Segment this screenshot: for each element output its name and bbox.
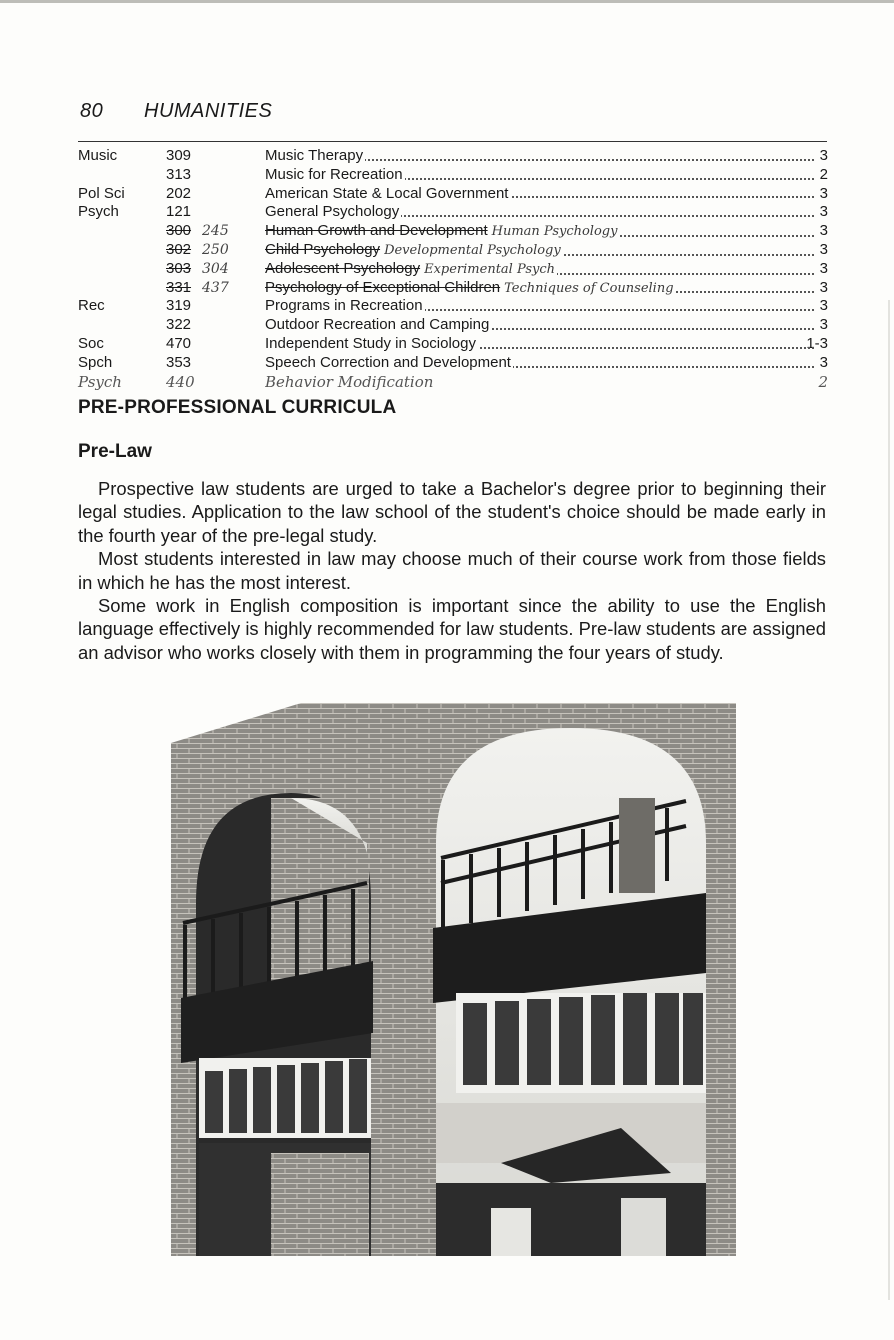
course-hours: 3 xyxy=(819,147,828,164)
course-dept: Spch xyxy=(78,353,113,371)
course-title xyxy=(265,241,814,261)
course-hours: 3 xyxy=(819,353,828,371)
page-number: 80 xyxy=(80,100,104,122)
handwritten-course-row xyxy=(78,373,828,392)
course-title: Outdoor Recreation and Camping xyxy=(265,316,814,335)
course-title: Programs in Recreation xyxy=(265,297,814,316)
course-hours: 2 xyxy=(819,165,828,183)
course-list xyxy=(78,147,828,391)
course-number: 309 xyxy=(166,147,192,164)
course-dept: Music xyxy=(78,147,118,164)
course-hours: 3 xyxy=(819,240,828,258)
course-number-struck: 300 xyxy=(166,222,192,240)
course-row xyxy=(78,147,828,166)
course-number: 470 xyxy=(166,334,192,352)
course-dept: Rec xyxy=(78,297,105,315)
course-hours: 3 xyxy=(819,222,828,240)
paragraph: Some work in English composition is important since the ability to use the English language effectively is highly recommended for law students. Pre-law students are assigned an advisor who works closely with them in programming the four years of study. xyxy=(78,595,826,663)
course-row xyxy=(78,297,828,316)
paragraph: Prospective law students are urged to take a Bachelor's degree prior to beginning their legal studies. Application to the law school of the student's choice should be made early in the fourth year of the pre-legal study. xyxy=(78,478,826,546)
course-title: Speech Correction and Development xyxy=(265,354,814,373)
course-hours: 3 xyxy=(819,184,828,202)
course-title-struck: Human Growth and Development xyxy=(265,222,488,240)
running-header xyxy=(80,100,272,123)
running-header-title: HUMANITIES xyxy=(144,100,273,122)
course-row xyxy=(78,354,828,373)
course-dept: Pol Sci xyxy=(78,184,125,202)
course-hours: 3 xyxy=(819,316,828,334)
course-row xyxy=(78,335,828,354)
course-title-struck: Adolescent Psychology xyxy=(265,259,421,277)
course-dept: Soc xyxy=(78,334,104,352)
course-number-struck: 331 xyxy=(166,278,192,296)
page-right-edge xyxy=(888,300,890,1300)
course-title: Music Therapy xyxy=(265,147,814,166)
course-hours: 3 xyxy=(819,203,828,221)
course-number: 322 xyxy=(166,316,192,334)
body-text xyxy=(78,477,826,664)
course-row-amended xyxy=(78,222,828,241)
header-rule xyxy=(78,141,827,142)
course-title: Music for Recreation xyxy=(265,166,814,185)
course-number: 313 xyxy=(166,165,192,183)
subsection-title: Pre-Law xyxy=(78,441,152,462)
handwritten-course-title: Experimental Psych xyxy=(424,261,556,277)
course-row xyxy=(78,316,828,335)
course-number: 319 xyxy=(166,297,192,315)
handwritten-course-number: 304 xyxy=(202,260,229,277)
course-number: 202 xyxy=(166,184,192,202)
handwritten-course-number: 245 xyxy=(202,223,229,240)
course-title xyxy=(265,260,814,280)
handwritten-course-title: Human Psychology xyxy=(491,224,618,240)
course-title: American State & Local Government xyxy=(265,185,814,204)
course-row xyxy=(78,203,828,222)
handwritten-course-number: 437 xyxy=(202,279,229,296)
handwritten-course-title: Developmental Psychology xyxy=(384,242,561,258)
course-hours: 3 xyxy=(819,297,828,315)
handwritten-title: Behavior Modification xyxy=(265,372,434,391)
handwritten-course-number: 250 xyxy=(202,241,229,258)
course-hours: 1-3 xyxy=(806,334,828,352)
course-number: 353 xyxy=(166,353,192,371)
course-number: 121 xyxy=(166,203,192,221)
course-title-struck: Psychology of Exceptional Children xyxy=(265,278,501,296)
course-title: General Psychology xyxy=(265,203,814,222)
course-title xyxy=(265,222,814,242)
page-top-edge xyxy=(0,0,894,3)
handwritten-dept: Psych xyxy=(78,372,122,391)
course-hours: 3 xyxy=(819,259,828,277)
course-row-amended xyxy=(78,260,828,279)
section-title: PRE-PROFESSIONAL CURRICULA xyxy=(78,397,397,418)
course-row-amended xyxy=(78,279,828,298)
handwritten-course-title: Techniques of Counseling xyxy=(504,280,674,296)
paragraph: Most students interested in law may choose much of their course work from those fields in which he has the most interest. xyxy=(78,548,826,593)
handwritten-hours: 2 xyxy=(818,372,828,391)
course-row xyxy=(78,185,828,204)
course-title: Independent Study in Sociology xyxy=(265,335,814,354)
course-row xyxy=(78,166,828,185)
course-hours: 3 xyxy=(819,278,828,296)
building-photo xyxy=(171,703,736,1256)
course-number-struck: 303 xyxy=(166,259,192,277)
course-title-struck: Child Psychology xyxy=(265,240,381,258)
course-number-struck: 302 xyxy=(166,240,192,258)
handwritten-number: 440 xyxy=(166,372,195,391)
course-title xyxy=(265,279,814,299)
course-row-amended xyxy=(78,241,828,260)
course-dept: Psych xyxy=(78,203,119,221)
